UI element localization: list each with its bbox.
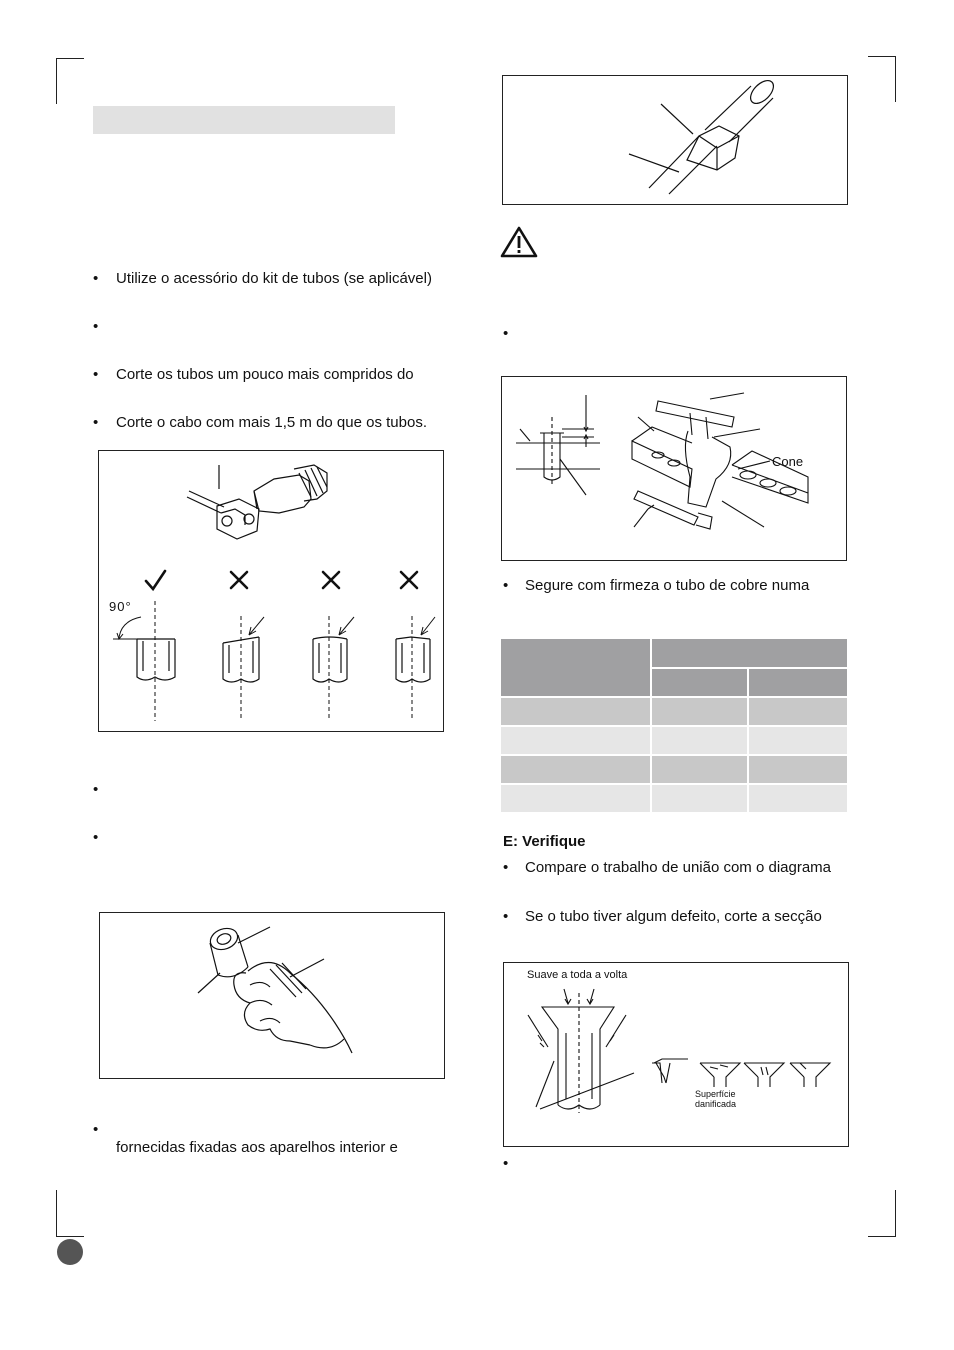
bullet-dot: • (93, 1121, 99, 1138)
table-cell (749, 756, 847, 783)
table-row (501, 727, 847, 754)
warning-triangle-icon (499, 225, 539, 259)
table-row (501, 698, 847, 725)
flare-check-figure (503, 962, 849, 1147)
crop-mark-bl-v (56, 1190, 57, 1236)
angle-label: 90° (109, 599, 132, 614)
bullet-dot: • (503, 1155, 509, 1172)
table-cell (501, 756, 650, 783)
bullet-text: Corte o cabo com mais 1,5 m do que os tubos. (116, 414, 427, 431)
table-cell (501, 727, 650, 754)
bullet-dot: • (93, 366, 99, 383)
bullet-continuation: fornecidas fixadas aos aparelhos interior e (116, 1139, 398, 1156)
crop-mark-bl-h (56, 1236, 84, 1237)
table-cell (652, 698, 747, 725)
cross-mark-icon (323, 572, 339, 588)
bullet-text: Compare o trabalho de união com o diagrama (525, 859, 832, 876)
cross-mark-icon (231, 572, 247, 588)
table-cell (749, 727, 847, 754)
table-cell (749, 698, 847, 725)
crop-mark-br-h (868, 1236, 896, 1237)
bullet-text: Segure com firmeza o tubo de cobre numa (525, 577, 810, 594)
table-header-left (501, 639, 650, 696)
table-cell (652, 756, 747, 783)
bullet-dot: • (503, 859, 509, 876)
check-mark-icon (146, 571, 165, 589)
smooth-label: Suave a toda a volta (527, 969, 628, 981)
page-number-circle-icon (57, 1239, 83, 1265)
flare-dimension-table (501, 639, 847, 812)
bullet-dot: • (93, 829, 99, 846)
bullet-dot: • (93, 270, 99, 287)
table-cell (652, 727, 747, 754)
table-header-sub2 (749, 669, 847, 696)
table-row (501, 785, 847, 812)
section-header-band (93, 106, 395, 134)
damaged-label-line2: danificada (695, 1099, 737, 1109)
crop-mark-tl-v (56, 58, 57, 104)
flare-tool-figure (501, 376, 847, 561)
bullet-dot: • (93, 781, 99, 798)
table-cell (501, 785, 650, 812)
flare-nut-illustration (503, 76, 847, 204)
pipe-cutter-illustration (99, 451, 443, 731)
section-heading-check: E: Verifique (503, 833, 586, 850)
table-cell (501, 698, 650, 725)
crop-mark-tr-h (868, 56, 896, 57)
deburring-figure (99, 912, 445, 1079)
bullet-dot: • (93, 318, 99, 335)
bullet-text: Se o tubo tiver algum defeito, corte a secção (525, 908, 822, 925)
damaged-label-line1: Superfície (695, 1089, 736, 1099)
bullet-text: Corte os tubos um pouco mais compridos do (116, 366, 414, 383)
table-cell (749, 785, 847, 812)
crop-mark-br-v (895, 1190, 896, 1236)
bullet-dot: • (503, 577, 509, 594)
table-header-sub1 (652, 669, 747, 696)
table-row (501, 756, 847, 783)
cone-label: Cone (772, 454, 804, 469)
bullet-dot: • (503, 908, 509, 925)
flare-check-illustration (504, 963, 848, 1146)
bullet-dot: • (503, 325, 509, 342)
flare-nut-figure (502, 75, 848, 205)
bullet-text: Utilize o acessório do kit de tubos (se aplicável) (116, 270, 432, 287)
pipe-cutter-figure (98, 450, 444, 732)
bullet-dot: • (93, 414, 99, 431)
crop-mark-tr-v (895, 56, 896, 102)
deburring-illustration (100, 913, 444, 1078)
table-cell (652, 785, 747, 812)
crop-mark-tl-h (56, 58, 84, 59)
table-header-top (652, 639, 847, 667)
cross-mark-icon (401, 572, 417, 588)
